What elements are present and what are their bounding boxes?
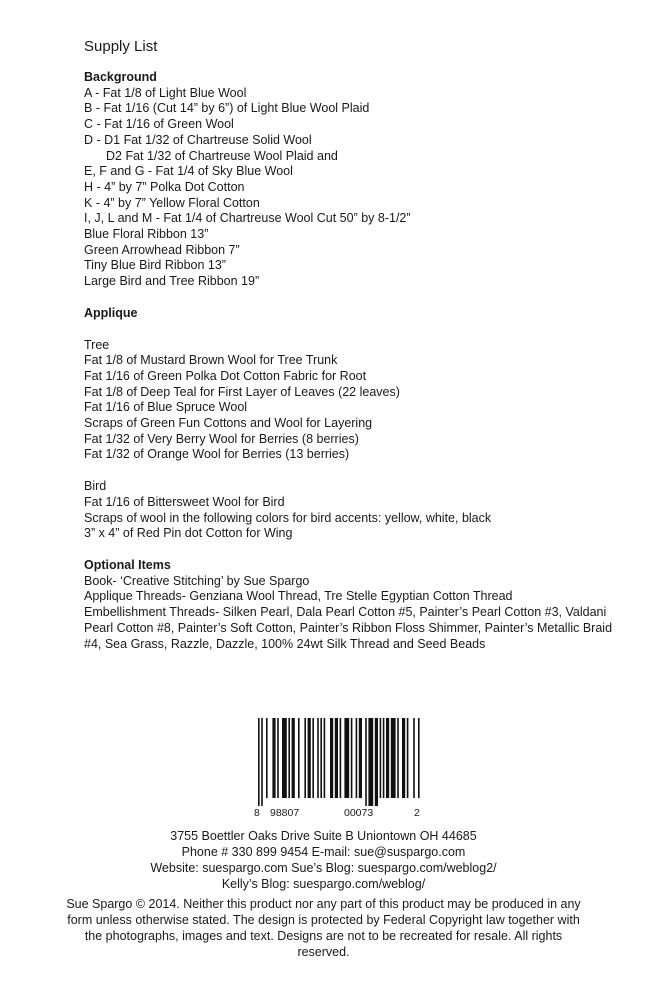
barcode-bar — [288, 718, 290, 798]
barcode-bar — [308, 718, 311, 798]
list-item: D - D1 Fat 1/32 of Chartreuse Solid Wool — [84, 132, 312, 147]
optional-applique-threads: Applique Threads- Genziana Wool Thread, Tre Stelle Egyptian Cotton Thread — [84, 589, 513, 604]
barcode-group-2: 00073 — [344, 807, 374, 819]
optional-book: Book- ‘Creative Stitching’ by Sue Spargo — [84, 573, 310, 588]
copyright-notice: Sue Spargo © 2014. Neither this product nor any part of this product may be produced in any form unless otherwise stated. The design is protected by Federal Copyright law together with the photographs, images and text. Designs are not to be recreated for resale. All rights reserved. — [66, 897, 581, 959]
barcode-bar — [330, 718, 333, 798]
barcode-bar — [380, 718, 382, 798]
website-line: Website: suespargo.com Sue’s Blog: suespargo.com/weblog2/ — [150, 861, 497, 875]
upc-barcode — [254, 718, 422, 820]
barcode-bar — [272, 718, 275, 798]
list-item: Scraps of Green Fun Cottons and Wool for Layering — [84, 416, 373, 431]
barcode-bar — [312, 718, 314, 798]
list-item: B - Fat 1/16 (Cut 14” by 6”) of Light Blue Wool Plaid — [84, 101, 370, 116]
bird-list — [84, 495, 624, 542]
barcode-bar — [340, 718, 342, 798]
barcode-bar — [413, 718, 415, 798]
applique-heading: Applique — [84, 305, 138, 320]
page-title: Supply List — [84, 38, 158, 55]
list-item: Scraps of wool in the following colors for bird accents: yellow, white, black — [84, 510, 492, 525]
list-item: Fat 1/32 of Orange Wool for Berries (13 berries) — [84, 447, 350, 462]
list-item: Fat 1/8 of Mustard Brown Wool for Tree Trunk — [84, 353, 338, 368]
barcode-bar — [324, 718, 326, 798]
barcode-bar — [344, 718, 349, 798]
address-line: 3755 Boettler Oaks Drive Suite B Uniontown OH 44685 — [170, 829, 477, 843]
contact-block — [0, 828, 647, 892]
optional-heading: Optional Items — [84, 557, 171, 572]
list-item: Fat 1/16 of Green Polka Dot Cotton Fabric for Root — [84, 368, 367, 383]
barcode-bar — [298, 718, 300, 798]
list-item: Fat 1/8 of Deep Teal for First Layer of Leaves (22 leaves) — [84, 384, 400, 399]
barcode-bar — [402, 718, 405, 798]
list-item: Large Bird and Tree Ribbon 19” — [84, 274, 260, 289]
bird-label: Bird — [84, 479, 107, 494]
barcode-bar — [407, 718, 409, 798]
barcode-left-digit: 8 — [254, 807, 260, 819]
list-item: K - 4” by 7” Yellow Floral Cotton — [84, 195, 260, 210]
list-item: D2 Fat 1/32 of Chartreuse Wool Plaid and — [106, 148, 338, 163]
background-heading: Background — [84, 70, 157, 84]
barcode-bar — [375, 718, 378, 806]
barcode-bar — [261, 718, 263, 806]
barcode-bar — [383, 718, 385, 798]
barcode-bar — [356, 718, 358, 798]
list-item: Fat 1/32 of Very Berry Wool for Berries (8 berries) — [84, 431, 359, 446]
list-item: Fat 1/16 of Blue Spruce Wool — [84, 400, 248, 415]
tree-list — [84, 353, 624, 463]
barcode-bar — [365, 718, 367, 806]
list-item: E, F and G - Fat 1/4 of Sky Blue Wool — [84, 164, 293, 179]
barcode-bar — [418, 718, 420, 798]
barcode-bar — [359, 718, 362, 798]
barcode-bar — [351, 718, 353, 798]
list-item: A - Fat 1/8 of Light Blue Wool — [84, 85, 247, 100]
barcode-group-1: 98807 — [270, 807, 300, 819]
list-item: Green Arrowhead Ribbon 7” — [84, 242, 240, 257]
barcode-bar — [320, 718, 322, 798]
barcode-bar — [282, 718, 287, 798]
kelly-blog-line: Kelly’s Blog: suespargo.com/weblog/ — [221, 877, 426, 891]
barcode-bar — [335, 718, 338, 798]
barcode-bar — [368, 718, 373, 806]
barcode-bar — [391, 718, 396, 798]
list-item: I, J, L and M - Fat 1/4 of Chartreuse Wool Cut 50” by 8-1/2” — [84, 211, 411, 226]
list-item: Tiny Blue Bird Ribbon 13” — [84, 258, 226, 273]
list-item: Fat 1/16 of Bittersweet Wool for Bird — [84, 494, 285, 509]
barcode-digits — [254, 806, 422, 820]
tree-label: Tree — [84, 337, 110, 352]
barcode-bar — [386, 718, 389, 798]
barcode-right-digit: 2 — [414, 807, 420, 819]
background-list — [84, 86, 624, 290]
barcode-bar — [258, 718, 260, 806]
list-item: C - Fat 1/16 of Green Wool — [84, 117, 234, 132]
list-item: Blue Floral Ribbon 13” — [84, 227, 209, 242]
barcode-bar — [277, 718, 279, 798]
list-item: H - 4” by 7” Polka Dot Cotton — [84, 179, 245, 194]
barcode-bar — [304, 718, 306, 798]
supply-list-content — [84, 38, 624, 652]
barcode-bars — [254, 718, 422, 806]
barcode-bar — [397, 718, 399, 798]
list-item: 3” x 4” of Red Pin dot Cotton for Wing — [84, 526, 293, 541]
barcode-bar — [292, 718, 295, 798]
phone-email-line: Phone # 330 899 9454 E-mail: sue@suspargo.com — [181, 845, 466, 859]
barcode-bar — [266, 718, 268, 798]
optional-embellishment: Embellishment Threads- Silken Pearl, Dala Pearl Cotton #5, Painter’s Pearl Cotton #3, Valdani Pearl Cotton #8, Painter’s Soft Cotton, Painter’s Ribbon Floss Shimmer, Painter’s Metallic Braid #4, Sea Grass, Razzle, Dazzle, 100% 24wt Silk Thread and Seed Beads — [84, 605, 613, 651]
barcode-bar — [317, 718, 319, 798]
